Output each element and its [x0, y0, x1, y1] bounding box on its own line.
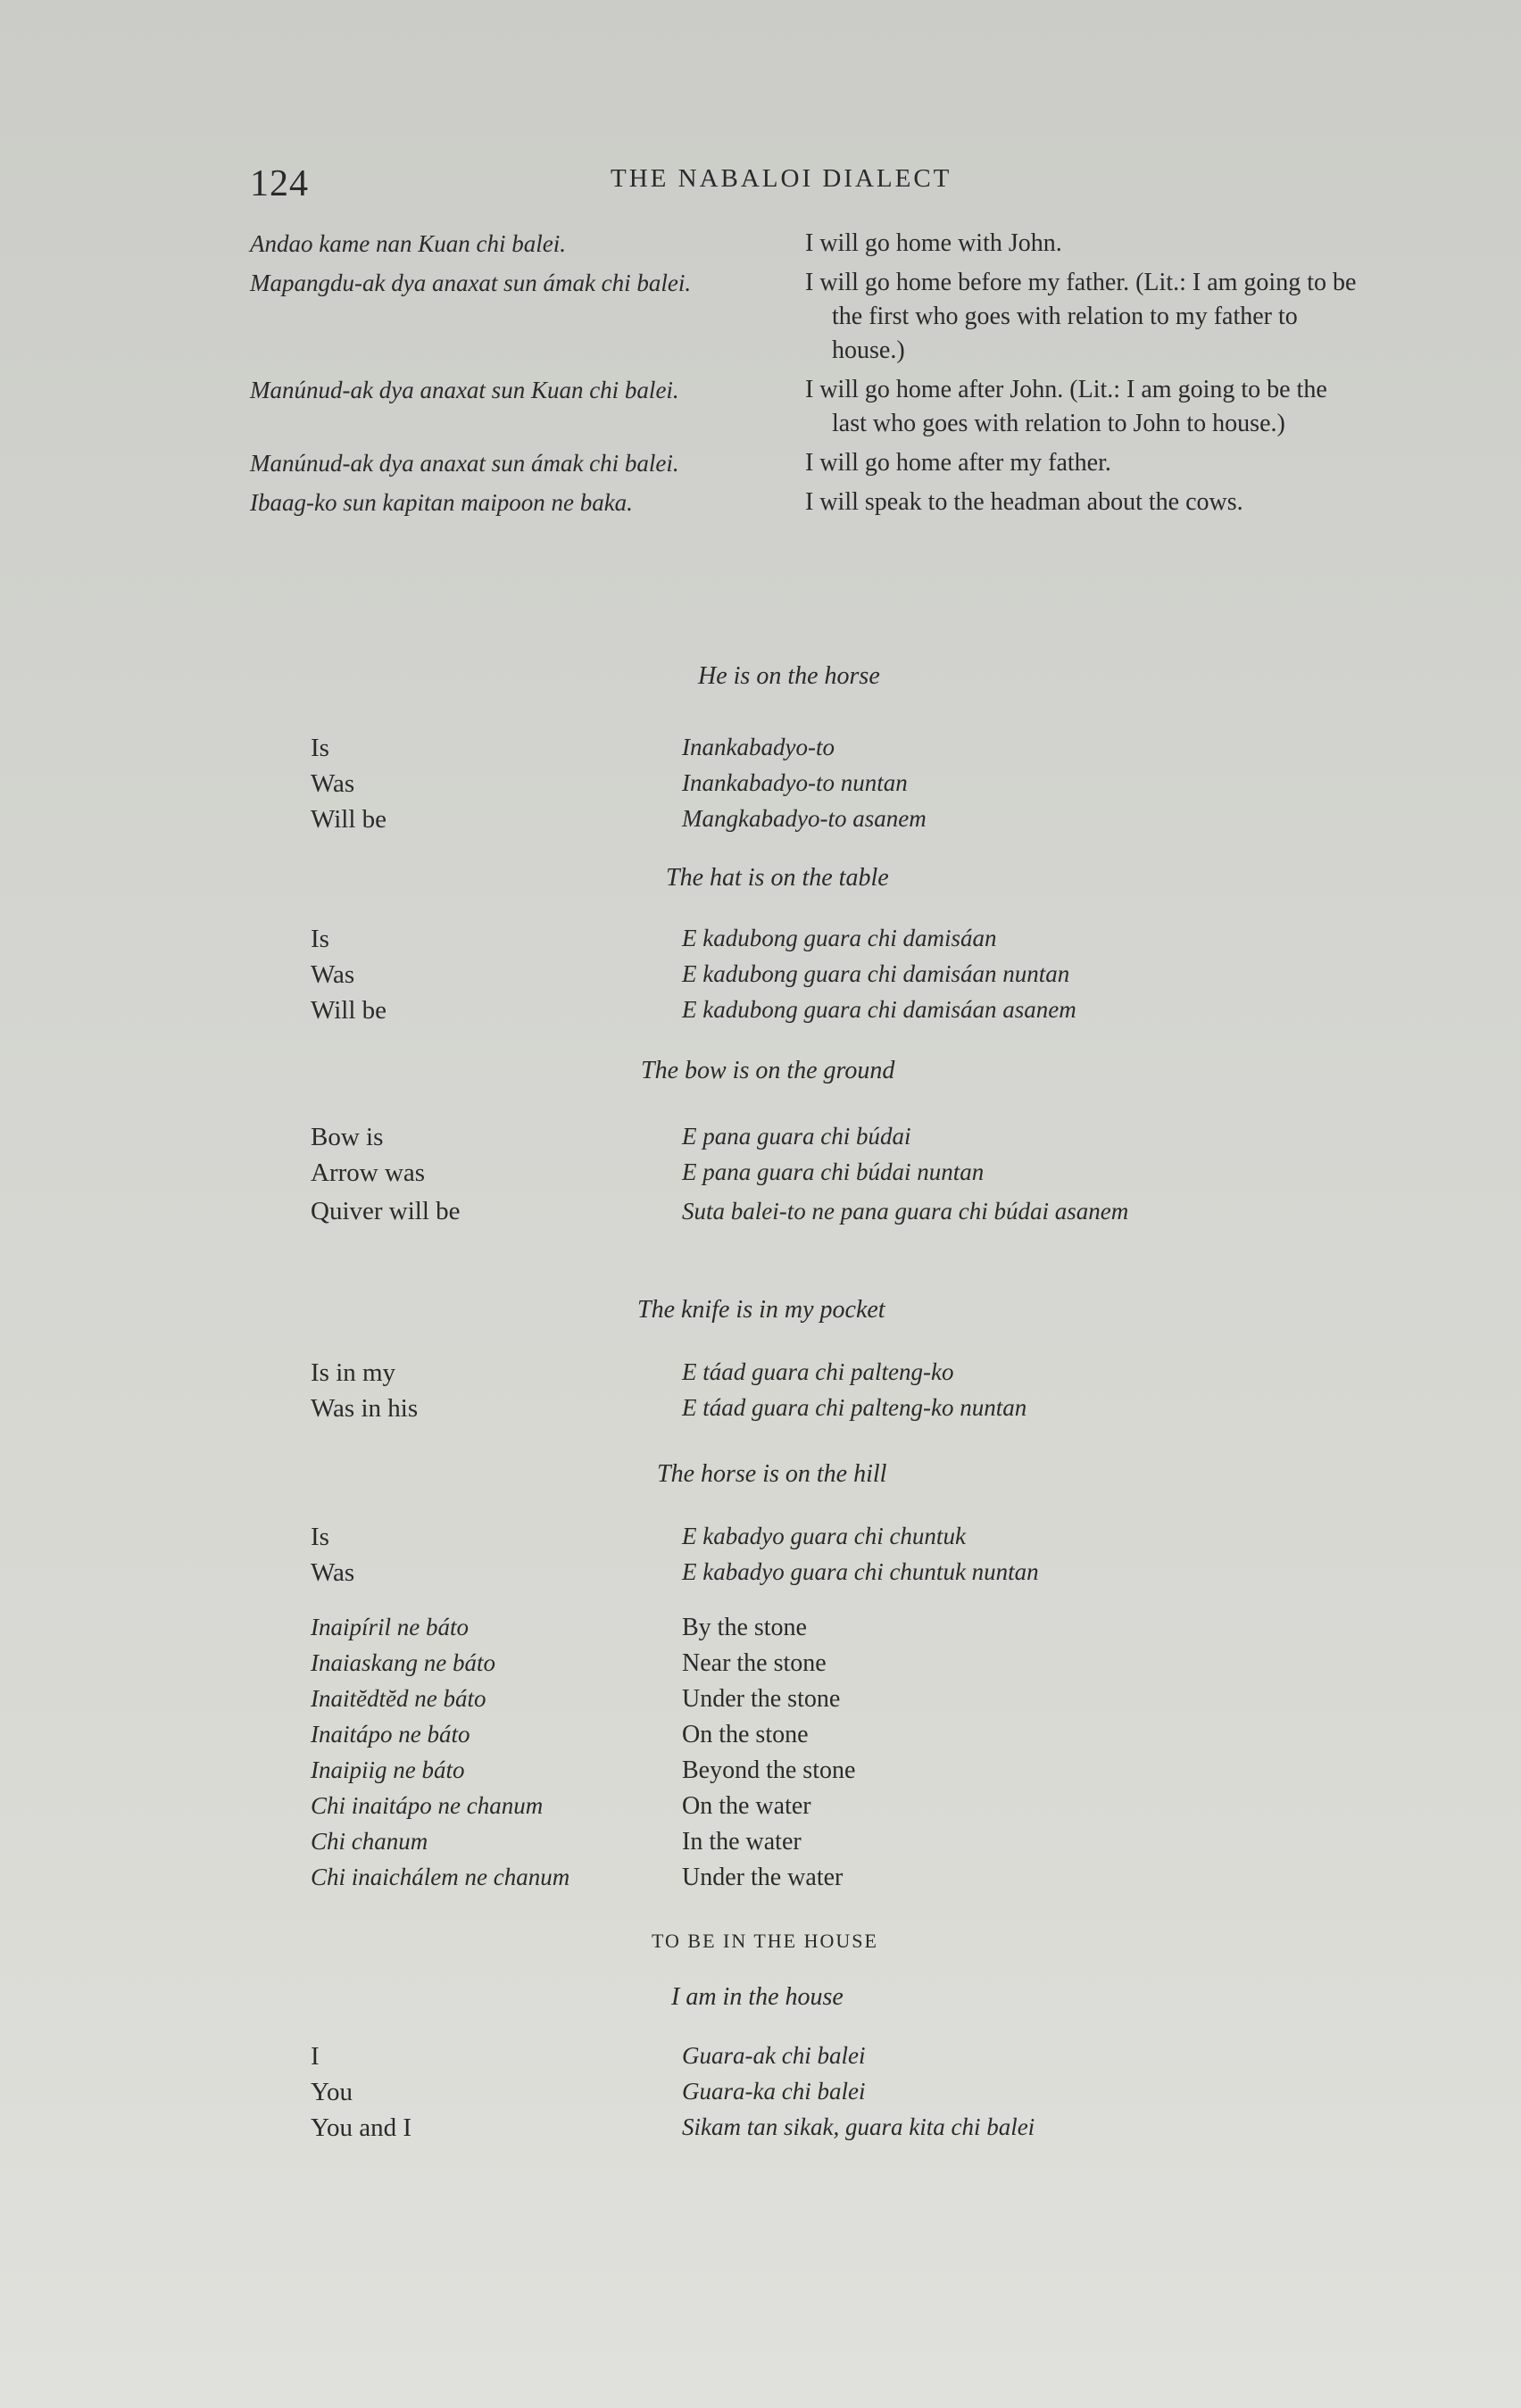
row-text: E kadubong guara chi damisáan asanem	[682, 996, 1076, 1023]
conjugation-row	[250, 805, 1366, 834]
row-label: Is	[311, 1523, 329, 1551]
row-text: E kabadyo guara chi chuntuk	[682, 1523, 966, 1549]
phrase-entry	[250, 446, 1366, 480]
nabaloi-term: Chi inaichálem ne chanum	[311, 1864, 570, 1890]
row-label: You	[311, 2078, 353, 2106]
nabaloi-term: Inaipiig ne báto	[311, 1756, 465, 1783]
nabaloi-term: Inaitápo ne báto	[311, 1721, 470, 1748]
conjugation-row	[250, 1358, 1366, 1388]
conjugation-row	[250, 1194, 1366, 1228]
nabaloi-phrase: Manúnud-ak dya anaxat sun Kuan chi balei.	[250, 377, 679, 403]
row-label: Bow is	[311, 1123, 384, 1151]
page-header	[250, 162, 1357, 207]
row-text: E pana guara chi búdai nuntan	[682, 1158, 985, 1185]
nabaloi-phrase: Ibaag-ko sun kapitan maipoon ne baka.	[250, 489, 633, 516]
nabaloi-phrase: Mapangdu-ak dya anaxat sun ámak chi balei.	[250, 270, 692, 296]
english-term: Under the water	[682, 1864, 844, 1891]
row-text: Guara-ak chi balei	[682, 2042, 866, 2069]
conjugation-row	[250, 769, 1366, 799]
row-label: Was	[311, 1558, 355, 1587]
english-term: On the stone	[682, 1721, 809, 1748]
section-title-bow: The bow is on the ground	[641, 1057, 895, 1084]
row-label: Quiver will be	[311, 1197, 461, 1225]
row-label: Was	[311, 769, 355, 798]
conjugation-row	[250, 2078, 1366, 2107]
row-text: Inankabadyo-to nuntan	[682, 769, 908, 796]
row-text: Suta balei-to ne pana guara chi búdai asanem	[682, 1198, 1129, 1225]
nabaloi-term: Inaitĕdtĕd ne báto	[311, 1685, 486, 1712]
conjugation-row	[250, 960, 1366, 990]
section-title-hat: The hat is on the table	[666, 864, 889, 892]
conjugation-row	[250, 2113, 1366, 2143]
vocabulary-row	[250, 1685, 1366, 1714]
row-text: E kabadyo guara chi chuntuk nuntan	[682, 1558, 1039, 1585]
phrase-entries	[250, 227, 1366, 525]
section-title-knife: The knife is in my pocket	[637, 1296, 885, 1324]
phrase-entry	[250, 373, 1366, 441]
row-label: I	[311, 2042, 320, 2071]
english-term: By the stone	[682, 1614, 807, 1641]
row-text: Mangkabadyo-to asanem	[682, 805, 927, 832]
section-title-house: I am in the house	[671, 1983, 844, 2011]
nabaloi-term: Inaiaskang ne báto	[311, 1649, 495, 1676]
conjugation-row	[250, 734, 1366, 763]
english-translation: I will go home after my father.	[805, 449, 1111, 477]
vocabulary-row	[250, 1864, 1366, 1892]
row-text: E táad guara chi palteng-ko nuntan	[682, 1394, 1027, 1421]
row-label: Was in his	[311, 1394, 419, 1423]
nabaloi-term: Chi inaitápo ne chanum	[311, 1792, 544, 1819]
nabaloi-term: Chi chanum	[311, 1828, 428, 1855]
row-label: Is	[311, 734, 329, 762]
english-translation: I will go home with John.	[805, 229, 1062, 257]
english-term: Under the stone	[682, 1685, 841, 1713]
conjugation-row	[250, 2042, 1366, 2072]
conjugation-row	[250, 1158, 1366, 1188]
row-text: E pana guara chi búdai	[682, 1123, 911, 1150]
row-label: Will be	[311, 805, 387, 834]
row-label: Was	[311, 960, 355, 989]
section-title-hill: The horse is on the hill	[657, 1460, 887, 1488]
english-translation: I will speak to the headman about the cows.	[805, 488, 1243, 516]
vocabulary-row	[250, 1614, 1366, 1642]
row-text: Sikam tan sikak, guara kita chi balei	[682, 2113, 1035, 2140]
row-text: E kadubong guara chi damisáan nuntan	[682, 960, 1070, 987]
vocabulary-row	[250, 1756, 1366, 1785]
row-label: Is	[311, 925, 329, 953]
conjugation-row	[250, 996, 1366, 1025]
vocabulary-row	[250, 1792, 1366, 1821]
row-text: Inankabadyo-to	[682, 734, 835, 760]
section-title-horse: He is on the horse	[698, 662, 880, 690]
conjugation-row	[250, 1558, 1366, 1588]
conjugation-row	[250, 1394, 1366, 1424]
row-text: Guara-ka chi balei	[682, 2078, 866, 2105]
conjugation-row	[250, 925, 1366, 954]
english-term: On the water	[682, 1792, 811, 1820]
phrase-entry	[250, 266, 1366, 368]
running-head: THE NABALOI DIALECT	[611, 164, 952, 193]
row-label: Arrow was	[311, 1158, 426, 1187]
english-term: Beyond the stone	[682, 1756, 856, 1784]
nabaloi-term: Inaipíril ne báto	[311, 1614, 469, 1640]
row-label: Is in my	[311, 1358, 396, 1387]
english-term: Near the stone	[682, 1649, 827, 1677]
section-caps-title: TO BE IN THE HOUSE	[652, 1930, 878, 1952]
phrase-entry	[250, 227, 1366, 261]
row-text: E kadubong guara chi damisáan	[682, 925, 997, 951]
phrase-entry	[250, 486, 1366, 519]
english-translation: I will go home after John. (Lit.: I am going to be the last who goes with relation to John to house.)	[805, 376, 1327, 437]
english-term: In the water	[682, 1828, 802, 1856]
vocabulary-row	[250, 1649, 1366, 1678]
row-text: E táad guara chi palteng-ko	[682, 1358, 954, 1385]
english-translation: I will go home before my father. (Lit.: I am going to be the first who goes with relation to my father to house.)	[805, 269, 1357, 364]
vocabulary-row	[250, 1721, 1366, 1749]
conjugation-row	[250, 1523, 1366, 1552]
row-label: Will be	[311, 996, 387, 1025]
nabaloi-phrase: Andao kame nan Kuan chi balei.	[250, 230, 566, 257]
row-label: You and I	[311, 2113, 412, 2142]
conjugation-row	[250, 1123, 1366, 1152]
page-number: 124	[250, 163, 309, 204]
vocabulary-row	[250, 1828, 1366, 1856]
nabaloi-phrase: Manúnud-ak dya anaxat sun ámak chi balei.	[250, 450, 679, 477]
